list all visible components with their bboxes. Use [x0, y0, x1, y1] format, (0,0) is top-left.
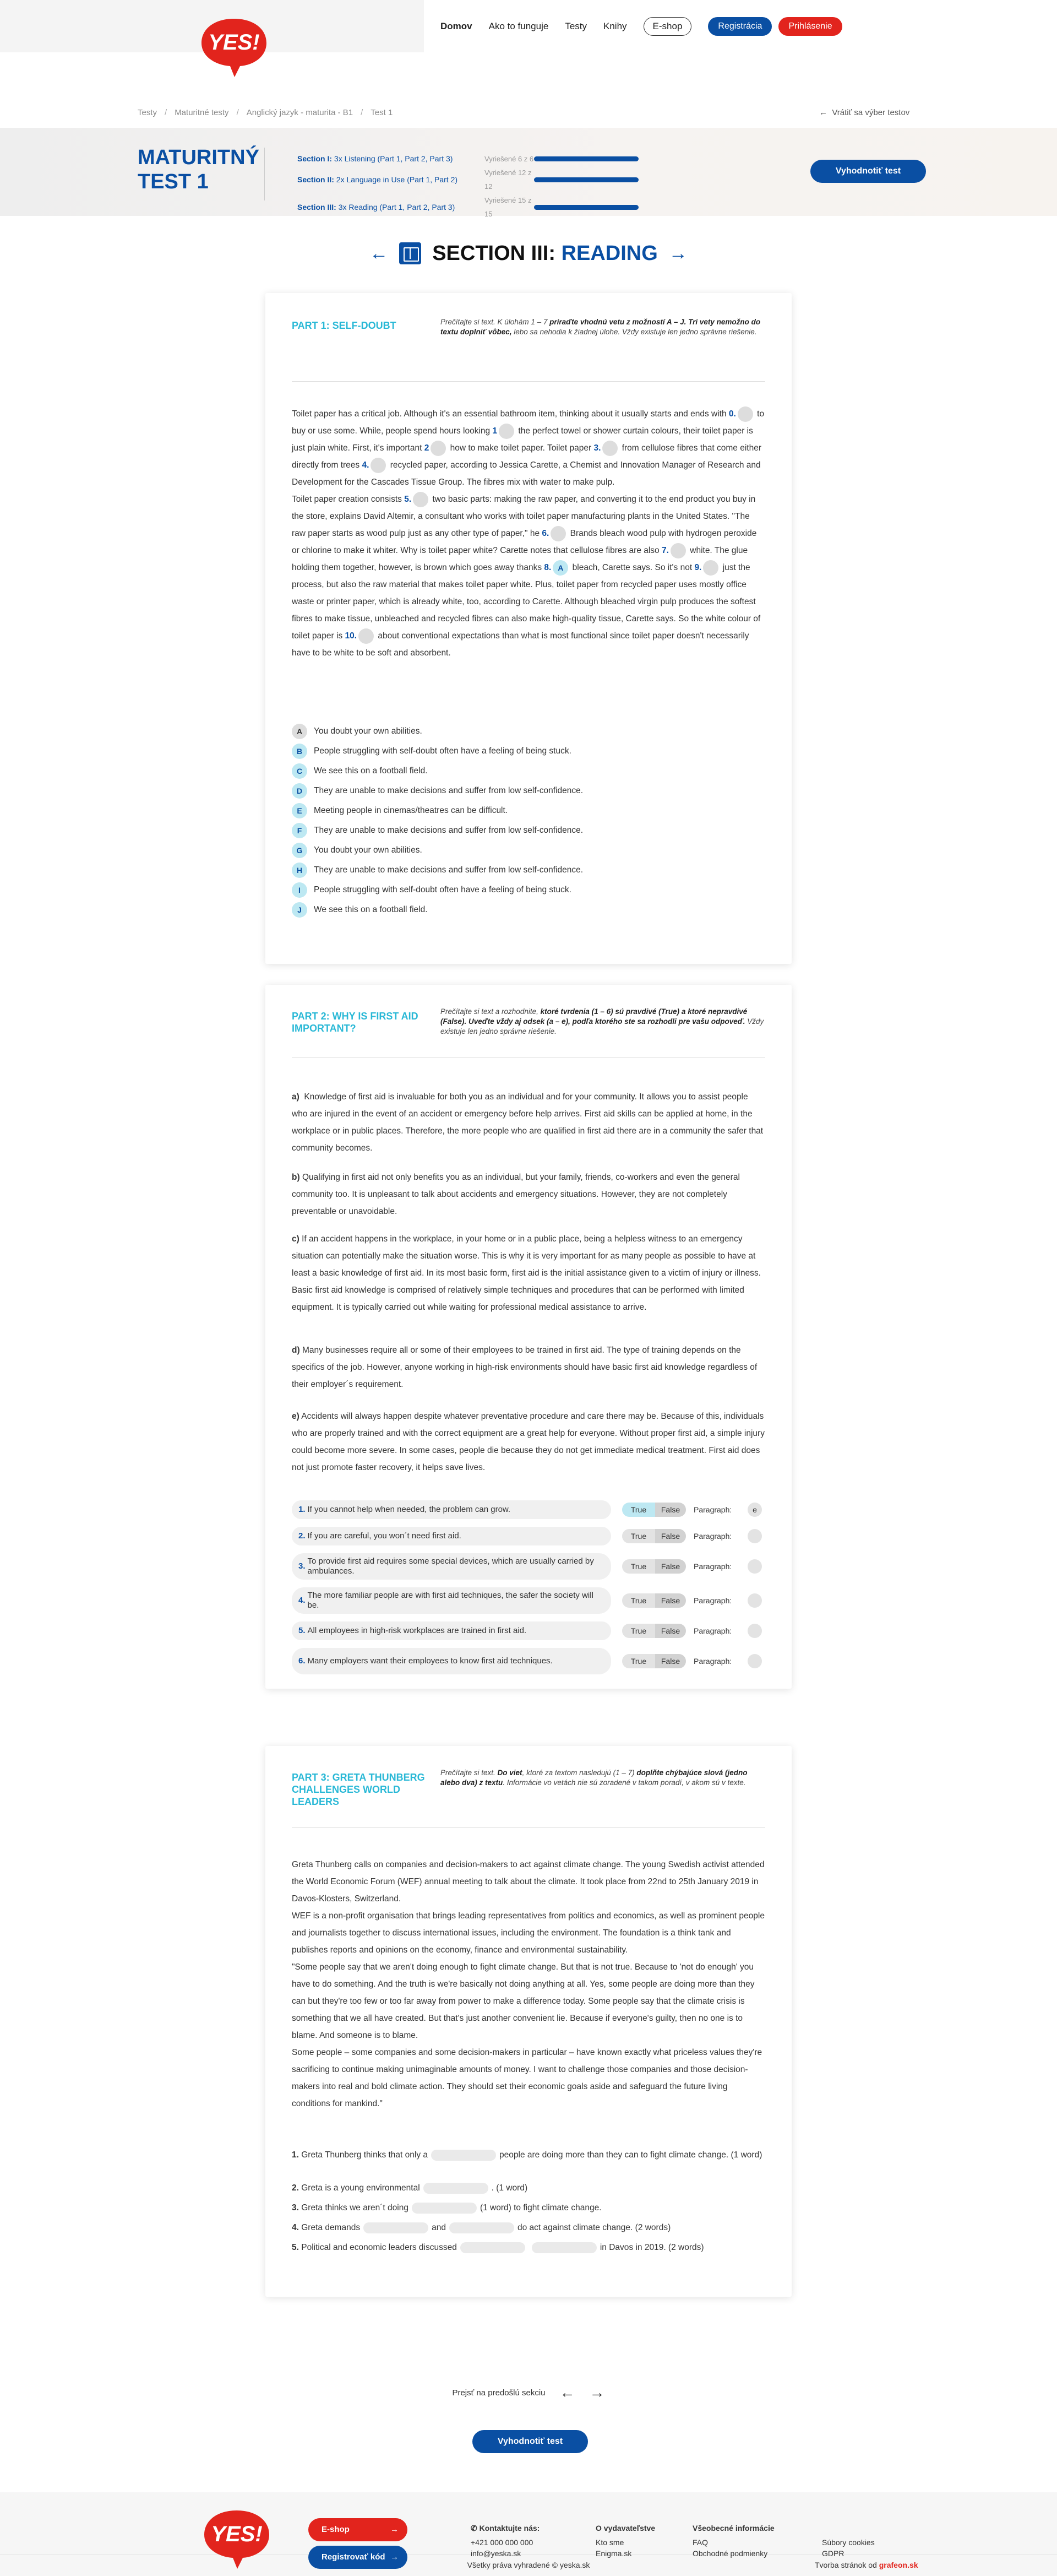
- statement-row: [292, 1621, 765, 1640]
- part1-title: PART 1: SELF-DOUBT: [292, 320, 396, 331]
- statement-row: [292, 1500, 765, 1519]
- gap-slot[interactable]: [671, 543, 686, 558]
- option-letter: I: [292, 882, 307, 898]
- nav-books[interactable]: Knihy: [603, 21, 627, 31]
- register-button[interactable]: Registrácia: [708, 17, 772, 36]
- nav-tests[interactable]: Testy: [565, 21, 587, 31]
- option-item[interactable]: H They are unable to make decisions and suffer from low self-confidence.: [292, 860, 765, 880]
- paragraph-label: Paragraph:: [694, 1626, 732, 1635]
- arrow-left-icon[interactable]: ←: [369, 242, 389, 264]
- paragraph-a: a) Knowledge of first aid is invaluable for both you as an individual and for your community. It allows you to assist people who are injured in the event of an accident or emergency before help arrives. First aid skills can be applied at home, in the workplace or in public places. Therefore, the more people who are qualified in first aid there are in a community the safer that community becomes.: [292, 1092, 764, 1153]
- option-letter: C: [292, 763, 307, 779]
- gap-slot[interactable]: [551, 526, 566, 541]
- footer-info: Všeobecné informácie FAQ Obchodné podmienky: [693, 2524, 775, 2558]
- paragraph-label: Paragraph:: [694, 1505, 732, 1514]
- true-toggle[interactable]: True: [622, 1559, 655, 1574]
- answer-input[interactable]: [431, 2150, 496, 2161]
- statement-row: [292, 1553, 765, 1580]
- gap-slot[interactable]: [738, 406, 753, 422]
- arrow-right-icon: →: [390, 2552, 399, 2562]
- paragraph-label: Paragraph:: [694, 1562, 732, 1571]
- option-item[interactable]: C We see this on a football field.: [292, 761, 765, 781]
- credit: Tvorba stránok od grafeon.sk: [815, 2561, 918, 2569]
- statement-text: 6. Many employers want their employees to know first aid techniques.: [292, 1648, 611, 1674]
- fill-question: 4. Greta demands and do act against climate change. (2 words): [292, 2223, 671, 2232]
- prev-section-label: Prejsť na predošlú sekciu: [452, 2388, 546, 2398]
- header: [0, 0, 1057, 102]
- part1-passage: Toilet paper has a critical job. Although it's an essential bathroom item, thinking about it usually starts and ends with 0. to buy or use some. While, people spend hours looking 1 the perfect towel or shower curtain colours, their toilet paper is just plain white. First, it's important 2 how to make toilet paper. Toilet paper 3. from cellulose fibres that come either directly from trees 4. recycled paper, according to Jessica Carette, a Chemist and Innovation Manager of Research and Development for the Cascades Tissue Group. The fibres mix with water to make pulp. Toilet paper creation consists 5. two basic parts: making the raw paper, and converting it to the end product you buy in the store, explains David Altemir, a consultant who works with toilet paper manufacturing plants in the United States. "The raw paper starts as wood pulp just as any other type of paper," he 6. Brands bleach wood pulp with hydrogen peroxide or chlorine to make it whiter. Why is toilet paper white? Carette notes that cellulose fibres are also 7. white. The glue holding them together, however, is brown which goes away thanks 8. A bleach, Carette says. So it's not 9. just the process, but also the raw material that makes toilet paper white. Plus, toilet paper from recycled paper uses mostly office waste or printer paper, which is already white, too, according to Carette. Although bleached virgin pulp produces the softest fibres to make tissue, unbleached and recycled fibres can also make high-quality tissue, Carette says. So the white colour of toilet paper is 10. about conventional expectations than what is most functional since toilet paper doesn't necessarily have to be white to be soft and absorbent.: [292, 405, 765, 661]
- paragraph-select[interactable]: [748, 1529, 762, 1543]
- answer-input[interactable]: [460, 2242, 525, 2253]
- false-toggle[interactable]: False: [655, 1503, 686, 1517]
- fill-question: 3. Greta thinks we aren´t doing (1 word) to fight climate change.: [292, 2203, 602, 2212]
- paragraph-e: e) Accidents will always happen despite whatever preventative procedure and care there may be. Because of this, individuals who are properly trained and with the correct equipment are a great help for everyone. Without proper first aid, a simple injury could become more severe. In some cases, people die because they do not get immediate medical treatment. First aid does not just promote faster recovery, it helps save lives.: [292, 1412, 765, 1472]
- gap-slot[interactable]: [413, 492, 428, 507]
- svg-text:YES!: YES!: [208, 30, 260, 55]
- eshop-button[interactable]: E-shop: [644, 17, 692, 36]
- section-navigation: [0, 2384, 1057, 2401]
- part1-card: [265, 293, 792, 964]
- option-item[interactable]: I People struggling with self-doubt often have a feeling of being stuck.: [292, 880, 765, 900]
- breadcrumb-tests[interactable]: Testy: [138, 108, 157, 117]
- gap-slot[interactable]: [431, 441, 446, 456]
- gap-slot[interactable]: [371, 458, 386, 473]
- copyright: Všetky práva vyhradené © yeska.sk: [467, 2561, 590, 2569]
- part3-passage: Greta Thunberg calls on companies and decision-makers to act against climate change. The young Swedish activist attended the World Economic Forum (WEF) annual meeting to talk about the climate. It took place from 22nd to 25th January 2019 in Davos-Klosters, Switzerland. WEF is a non-profit organisation that brings leading representatives from politics and economics, as well as prominent people and journalists together to discuss international issues, including the environment. The foundation is a think tank and publishes reports and opinions on the economy, finance and environmental sustainability. "Some people say that we aren't doing enough to fight climate change. But that is not true. Because to 'not do enough' you have to do something. And the truth is we're basically not doing anything at all. Yes, some people are doing more than they can but they're too few or too far away from power to make a difference today. Some people say that the climate crisis is something that we all have created. But that's just another convenient lie. Because if everyone's guilty, then no one is to blame. And someone is to blame. Some people – some companies and some decision-makers in particular – have known exactly what priceless values they're sacrificing to continue making unimaginable amounts of money. I want to challenge those companies and those decision-makers into real and bold climate action. They should set their economic goals aside and safeguard the future living conditions for mankind.": [292, 1860, 765, 2108]
- answer-input[interactable]: [449, 2222, 514, 2233]
- sections-progress: [297, 152, 639, 221]
- false-toggle[interactable]: False: [655, 1654, 686, 1668]
- true-toggle[interactable]: True: [622, 1624, 655, 1638]
- breadcrumb-english[interactable]: Anglický jazyk - maturita - B1: [246, 108, 353, 117]
- phone-icon: ✆: [471, 2524, 480, 2532]
- breadcrumb: [138, 108, 393, 117]
- footer-contact: ✆ Kontaktujte nás: +421 000 000 000 info@yeska.sk: [471, 2524, 540, 2558]
- section-row[interactable]: Section I: 3x Listening (Part 1, Part 2, Part 3) Vyriešené 6 z 6: [297, 152, 639, 166]
- gap-slot[interactable]: [499, 424, 514, 439]
- arrow-right-icon[interactable]: →: [589, 2384, 605, 2401]
- option-letter: B: [292, 744, 307, 759]
- option-letter: H: [292, 863, 307, 878]
- answer-input[interactable]: [412, 2203, 477, 2214]
- option-item[interactable]: D They are unable to make decisions and suffer from low self-confidence.: [292, 781, 765, 801]
- progress-bar: [534, 156, 639, 161]
- option-item[interactable]: B People struggling with self-doubt often have a feeling of being stuck.: [292, 741, 765, 761]
- section-row[interactable]: Section III: 3x Reading (Part 1, Part 2, Part 3) Vyriešené 15 z 15: [297, 193, 639, 221]
- evaluate-test-bottom-button[interactable]: Vyhodnotiť test: [472, 2430, 588, 2453]
- nav-how-it-works[interactable]: Ako to funguje: [488, 21, 549, 31]
- arrow-right-icon[interactable]: →: [668, 242, 688, 264]
- true-toggle[interactable]: True: [622, 1654, 655, 1668]
- answer-input[interactable]: [532, 2242, 597, 2253]
- divider: [292, 1827, 765, 1828]
- section-title: SECTION III: READING: [432, 241, 658, 265]
- test-title: MATURITNÝ TEST 1: [138, 146, 259, 193]
- part3-card: [265, 1746, 792, 2297]
- footer-link[interactable]: GDPR: [822, 2549, 844, 2558]
- true-toggle[interactable]: True: [622, 1503, 655, 1517]
- answer-input[interactable]: [363, 2222, 428, 2233]
- paragraph-d: d) Many businesses require all or some of their employees to be trained in first aid. The type of training depends on the specifics of the job. However, anyone working in high-risk environments should have basic first aid knowledge regardless of their employer´s requirement.: [292, 1346, 758, 1389]
- footer-link[interactable]: FAQ: [693, 2538, 709, 2547]
- footer-link[interactable]: Súbory cookies: [822, 2538, 875, 2547]
- fill-question: 5. Political and economic leaders discussed in Davos in 2019. (2 words): [292, 2243, 704, 2252]
- part2-title: PART 2: WHY IS FIRST AID IMPORTANT?: [292, 1011, 418, 1034]
- statement-row: [292, 1648, 765, 1674]
- progress-bar: [534, 177, 639, 182]
- part3-title: PART 3: GRETA THUNBERG CHALLENGES WORLD LEADERS: [292, 1772, 425, 1807]
- part2-instructions: Prečítajte si text a rozhodnite, ktoré tvrdenia (1 – 6) sú pravdivé (True) a ktoré nepravdivé (False). Uveďte vždy aj odsek (a – e), podľa ktorého ste sa rozhodli pre vašu odpoveď. Vždy existuje len jedno správne riešenie.: [440, 1007, 764, 1035]
- answer-input[interactable]: [423, 2183, 488, 2194]
- false-toggle[interactable]: False: [655, 1529, 686, 1543]
- option-item[interactable]: A You doubt your own abilities.: [292, 722, 765, 741]
- paragraph-select[interactable]: [748, 1654, 762, 1668]
- gap-slot[interactable]: [703, 560, 718, 576]
- divider: [292, 1057, 765, 1058]
- footer-link[interactable]: Kto sme: [596, 2538, 624, 2547]
- statement-row: [292, 1587, 765, 1614]
- arrow-right-icon: →: [390, 2525, 399, 2534]
- statement-row: [292, 1527, 765, 1545]
- footer-publisher: O vydavateľstve Kto sme Enigma.sk: [596, 2524, 656, 2558]
- option-item[interactable]: J We see this on a football field.: [292, 900, 765, 920]
- breadcrumb-separator: /: [236, 108, 239, 117]
- false-toggle[interactable]: False: [655, 1624, 686, 1638]
- book-icon: [399, 242, 421, 264]
- banner-divider: [264, 148, 265, 200]
- false-toggle[interactable]: False: [655, 1559, 686, 1574]
- option-letter: A: [292, 724, 307, 739]
- gap-slot[interactable]: [358, 628, 374, 644]
- gap-slot[interactable]: [602, 441, 618, 456]
- statement-text: 3. To provide first aid requires some special devices, which are usually carried by ambulances.: [292, 1553, 611, 1580]
- section-heading: [0, 238, 1057, 269]
- evaluate-test-button[interactable]: Vyhodnotiť test: [810, 160, 926, 183]
- arrow-left-icon: ←: [819, 108, 832, 117]
- paragraph-b: b) Qualifying in first aid not only benefits you as an individual, but your family, friends, co-workers and even the general community too. It is unpleasant to talk about accidents and emergency situations. However, they are not completely preventable or unavoidable.: [292, 1173, 740, 1216]
- paragraph-select[interactable]: [748, 1624, 762, 1638]
- paragraph-select[interactable]: e: [748, 1503, 762, 1517]
- breadcrumb-current: Test 1: [371, 108, 393, 117]
- breadcrumb-maturity-tests[interactable]: Maturitné testy: [175, 108, 229, 117]
- part1-options: [292, 722, 765, 920]
- gap-slot-filled[interactable]: A: [553, 560, 568, 576]
- option-letter: G: [292, 843, 307, 858]
- true-toggle[interactable]: True: [622, 1529, 655, 1543]
- paragraph-label: Paragraph:: [694, 1657, 732, 1666]
- option-item[interactable]: E Meeting people in cinemas/theatres can be difficult.: [292, 801, 765, 821]
- false-toggle[interactable]: False: [655, 1593, 686, 1608]
- footer-phone[interactable]: +421 000 000 000: [471, 2538, 533, 2547]
- back-to-tests-link[interactable]: ← Vrátiť sa výber testov: [819, 108, 910, 117]
- divider: [292, 381, 765, 382]
- progress-bar: [534, 205, 639, 210]
- part3-instructions: Prečítajte si text. Do viet, ktoré za textom nasledujú (1 – 7) doplňte chýbajúce slová (jedno alebo dva) z textu. Informácie vo vetách nie sú zoradené v takom poradí, v akom sú v texte.: [440, 1769, 748, 1787]
- paragraph-label: Paragraph:: [694, 1532, 732, 1541]
- statement-text: 5. All employees in high-risk workplaces are trained in first aid.: [292, 1621, 611, 1640]
- arrow-left-icon[interactable]: ←: [559, 2384, 575, 2401]
- statement-text: 2. If you are careful, you won´t need first aid.: [292, 1527, 611, 1545]
- footer-register-code-button[interactable]: Registrovať kód →: [308, 2546, 407, 2569]
- option-item[interactable]: G You doubt your own abilities.: [292, 840, 765, 860]
- part1-instructions: Prečítajte si text. K úlohám 1 – 7 priraďte vhodnú vetu z možností A – J. Tri vety nemožno do textu doplniť vôbec, lebo sa nehodia k žiadnej úlohe. Vždy existuje len jedno správne riešenie.: [440, 318, 761, 336]
- breadcrumb-separator: /: [361, 108, 363, 117]
- nav-home[interactable]: Domov: [440, 21, 472, 31]
- paragraph-select[interactable]: [748, 1593, 762, 1608]
- option-item[interactable]: F They are unable to make decisions and suffer from low self-confidence.: [292, 821, 765, 840]
- footer-eshop-button[interactable]: E-shop →: [308, 2518, 407, 2541]
- footer-misc: [822, 2523, 875, 2559]
- paragraph-select[interactable]: [748, 1559, 762, 1574]
- true-toggle[interactable]: True: [622, 1593, 655, 1608]
- option-letter: F: [292, 823, 307, 838]
- footer-link[interactable]: Obchodné podmienky: [693, 2549, 768, 2558]
- top-nav: [440, 17, 842, 36]
- option-letter: D: [292, 783, 307, 799]
- fill-question: 1. Greta Thunberg thinks that only a people are doing more than they can to fight climate change. (1 word): [292, 2150, 762, 2160]
- paragraph-c: c) If an accident happens in the workplace, in your home or in a public place, being a helpless witness to an emergency situation can potentially make the situation worse. This is why it is very important for as many people as possible to have at least a basic knowledge of first aid. In its most basic form, first aid is the initial assistance given to a victim of injury or illness. Basic first aid knowledge is comprised of relatively simple techniques and procedures that can be performed with limited equipment. It is typically carried out while waiting for professional medical assistance to arrive.: [292, 1234, 761, 1312]
- paragraph-label: Paragraph:: [694, 1596, 732, 1605]
- breadcrumb-separator: /: [165, 108, 167, 117]
- login-button[interactable]: Prihlásenie: [778, 17, 842, 36]
- option-letter: J: [292, 902, 307, 918]
- section-row[interactable]: Section II: 2x Language in Use (Part 1, Part 2) Vyriešené 12 z 12: [297, 166, 639, 193]
- fill-question: 2. Greta is a young environmental . (1 word): [292, 2183, 528, 2193]
- svg-text:YES!: YES!: [211, 2522, 263, 2546]
- footer-link[interactable]: Enigma.sk: [596, 2549, 632, 2558]
- statement-text: 1. If you cannot help when needed, the problem can grow.: [292, 1500, 611, 1519]
- yes-logo[interactable]: [198, 15, 270, 79]
- option-letter: E: [292, 803, 307, 818]
- credit-link[interactable]: grafeon.sk: [879, 2561, 918, 2569]
- footer-email[interactable]: info@yeska.sk: [471, 2549, 521, 2558]
- part2-card: [265, 985, 792, 1689]
- statement-text: 4. The more familiar people are with first aid techniques, the safer the society will be.: [292, 1587, 611, 1614]
